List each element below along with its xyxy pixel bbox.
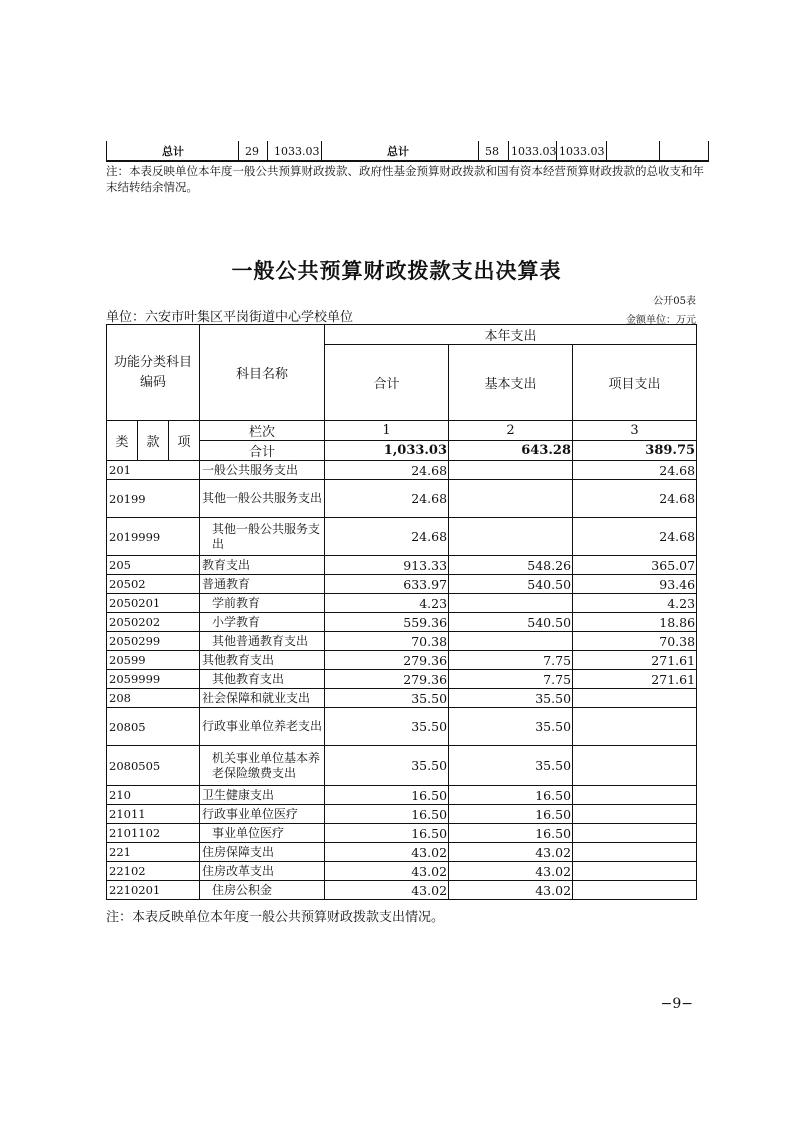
row-project: 24.68 xyxy=(573,518,697,556)
bottom-note: 注：本表反映单位本年度一般公共预算财政拨款支出情况。 xyxy=(106,910,445,925)
row-total: 913.33 xyxy=(325,556,449,575)
row-name: 事业单位医疗 xyxy=(200,824,325,843)
row-basic: 540.50 xyxy=(449,613,573,632)
header-total: 合计 xyxy=(325,345,449,421)
header-column-no: 栏次 xyxy=(200,421,325,441)
row-project xyxy=(573,746,697,786)
row-total: 70.38 xyxy=(325,632,449,651)
row-code: 2101102 xyxy=(107,824,200,843)
expenditure-table xyxy=(106,324,696,900)
sum-project: 389.75 xyxy=(573,441,697,461)
row-project: 271.61 xyxy=(573,651,697,670)
row-code: 20502 xyxy=(107,575,200,594)
row-project: 70.38 xyxy=(573,632,697,651)
table-row xyxy=(107,689,697,708)
row-project: 271.61 xyxy=(573,670,697,689)
row-project: 4.23 xyxy=(573,594,697,613)
row-project xyxy=(573,805,697,824)
row-name: 其他教育支出 xyxy=(200,670,325,689)
table-row xyxy=(107,881,697,900)
row-basic: 16.50 xyxy=(449,786,573,805)
row-name: 学前教育 xyxy=(200,594,325,613)
table-row xyxy=(107,746,697,786)
table-row xyxy=(107,518,697,556)
row-name: 住房保障支出 xyxy=(200,843,325,862)
row-total: 4.23 xyxy=(325,594,449,613)
row-total: 43.02 xyxy=(325,843,449,862)
table-row xyxy=(107,708,697,746)
row-basic: 43.02 xyxy=(449,862,573,881)
row-code: 2050299 xyxy=(107,632,200,651)
row-name: 一般公共服务支出 xyxy=(200,461,325,480)
row-basic xyxy=(449,480,573,518)
table-row xyxy=(107,843,697,862)
row-project: 93.46 xyxy=(573,575,697,594)
header-col-1: 1 xyxy=(325,421,449,441)
row-name: 教育支出 xyxy=(200,556,325,575)
row-basic: 35.50 xyxy=(449,689,573,708)
sum-total: 1,033.03 xyxy=(325,441,449,461)
header-project: 项目支出 xyxy=(573,345,697,421)
row-code: 21011 xyxy=(107,805,200,824)
row-total: 24.68 xyxy=(325,480,449,518)
page-number: −9− xyxy=(660,996,693,1012)
row-name: 其他教育支出 xyxy=(200,651,325,670)
right-col-no: 58 xyxy=(485,145,499,158)
row-name: 小学教育 xyxy=(200,613,325,632)
table-row xyxy=(107,824,697,843)
table-row xyxy=(107,556,697,575)
previous-table-total-row xyxy=(106,141,709,162)
row-basic: 35.50 xyxy=(449,708,573,746)
table-row xyxy=(107,613,697,632)
row-total: 35.50 xyxy=(325,746,449,786)
row-basic: 43.02 xyxy=(449,843,573,862)
header-subject-name: 科目名称 xyxy=(200,325,325,421)
row-total: 633.97 xyxy=(325,575,449,594)
right-total-label: 总计 xyxy=(387,145,409,158)
row-basic xyxy=(449,594,573,613)
row-code: 2019999 xyxy=(107,518,200,556)
row-basic: 540.50 xyxy=(449,575,573,594)
table-row xyxy=(107,594,697,613)
money-unit: 金额单位：万元 xyxy=(626,315,696,326)
row-name: 其他普通教育支出 xyxy=(200,632,325,651)
row-code: 2050202 xyxy=(107,613,200,632)
row-project: 24.68 xyxy=(573,480,697,518)
row-code: 201 xyxy=(107,461,200,480)
row-basic: 43.02 xyxy=(449,881,573,900)
row-code: 22102 xyxy=(107,862,200,881)
row-project xyxy=(573,862,697,881)
row-project xyxy=(573,824,697,843)
left-amount: 1033.03 xyxy=(274,145,320,158)
row-project: 24.68 xyxy=(573,461,697,480)
left-col-no: 29 xyxy=(245,145,259,158)
table-row xyxy=(107,786,697,805)
row-code: 2210201 xyxy=(107,881,200,900)
header-lei: 类 xyxy=(107,421,138,461)
row-total: 35.50 xyxy=(325,708,449,746)
row-project xyxy=(573,708,697,746)
row-basic xyxy=(449,518,573,556)
top-note-line-2: 末结转结余情况。 xyxy=(106,180,198,194)
row-total: 43.02 xyxy=(325,862,449,881)
row-total: 16.50 xyxy=(325,824,449,843)
row-project: 18.86 xyxy=(573,613,697,632)
row-basic: 7.75 xyxy=(449,670,573,689)
row-total: 16.50 xyxy=(325,786,449,805)
row-basic xyxy=(449,461,573,480)
header-col-2: 2 xyxy=(449,421,573,441)
row-total: 559.36 xyxy=(325,613,449,632)
table-row xyxy=(107,575,697,594)
row-code: 20599 xyxy=(107,651,200,670)
row-name: 其他一般公共服务支出 xyxy=(200,480,325,518)
row-code: 205 xyxy=(107,556,200,575)
row-total: 279.36 xyxy=(325,651,449,670)
header-basic: 基本支出 xyxy=(449,345,573,421)
row-code: 2059999 xyxy=(107,670,200,689)
table-row xyxy=(107,632,697,651)
sum-label: 合计 xyxy=(200,441,325,461)
right-amount-1: 1033.03 xyxy=(511,145,557,158)
row-code: 2080505 xyxy=(107,746,200,786)
row-code: 210 xyxy=(107,786,200,805)
top-note xyxy=(106,163,704,195)
table-row xyxy=(107,805,697,824)
row-name: 其他一般公共服务支出 xyxy=(200,518,325,556)
table-row xyxy=(107,651,697,670)
form-number: 公开05表 xyxy=(653,296,696,307)
header-func-code-text: 功能分类科目编码 xyxy=(114,354,193,390)
row-code: 20199 xyxy=(107,480,200,518)
page-title: 一般公共预算财政拨款支出决算表 xyxy=(231,259,562,283)
row-name: 行政事业单位医疗 xyxy=(200,805,325,824)
row-name: 住房公积金 xyxy=(200,881,325,900)
row-name: 普通教育 xyxy=(200,575,325,594)
table-row xyxy=(107,862,697,881)
row-project xyxy=(573,881,697,900)
right-amount-2: 1033.03 xyxy=(559,145,605,158)
unit-name: 单位：六安市叶集区平岗街道中心学校单位 xyxy=(106,310,354,325)
row-basic: 35.50 xyxy=(449,746,573,786)
header-current-year: 本年支出 xyxy=(325,325,697,345)
left-total-label: 总计 xyxy=(162,145,184,158)
table-row xyxy=(107,480,697,518)
row-total: 43.02 xyxy=(325,881,449,900)
row-project xyxy=(573,843,697,862)
row-basic: 548.26 xyxy=(449,556,573,575)
table-row xyxy=(107,461,697,480)
row-total: 24.68 xyxy=(325,461,449,480)
row-basic xyxy=(449,632,573,651)
row-project: 365.07 xyxy=(573,556,697,575)
header-xiang: 项 xyxy=(169,421,200,461)
header-col-3: 3 xyxy=(573,421,697,441)
row-name: 机关事业单位基本养老保险缴费支出 xyxy=(200,746,325,786)
row-basic: 7.75 xyxy=(449,651,573,670)
sum-basic: 643.28 xyxy=(449,441,573,461)
row-total: 16.50 xyxy=(325,805,449,824)
table-row xyxy=(107,670,697,689)
row-total: 35.50 xyxy=(325,689,449,708)
top-note-line-1: 注：本表反映单位本年度一般公共预算财政拨款、政府性基金预算财政拨款和国有资本经营预算财政拨款的总收支和年 xyxy=(106,164,704,178)
header-kuan: 款 xyxy=(138,421,169,461)
row-basic: 16.50 xyxy=(449,824,573,843)
row-name: 住房改革支出 xyxy=(200,862,325,881)
row-basic: 16.50 xyxy=(449,805,573,824)
row-code: 221 xyxy=(107,843,200,862)
row-total: 279.36 xyxy=(325,670,449,689)
row-project xyxy=(573,689,697,708)
row-total: 24.68 xyxy=(325,518,449,556)
row-name: 行政事业单位养老支出 xyxy=(200,708,325,746)
row-project xyxy=(573,786,697,805)
row-name: 社会保障和就业支出 xyxy=(200,689,325,708)
row-name: 卫生健康支出 xyxy=(200,786,325,805)
row-code: 208 xyxy=(107,689,200,708)
row-code: 2050201 xyxy=(107,594,200,613)
header-func-code xyxy=(107,325,200,421)
row-code: 20805 xyxy=(107,708,200,746)
